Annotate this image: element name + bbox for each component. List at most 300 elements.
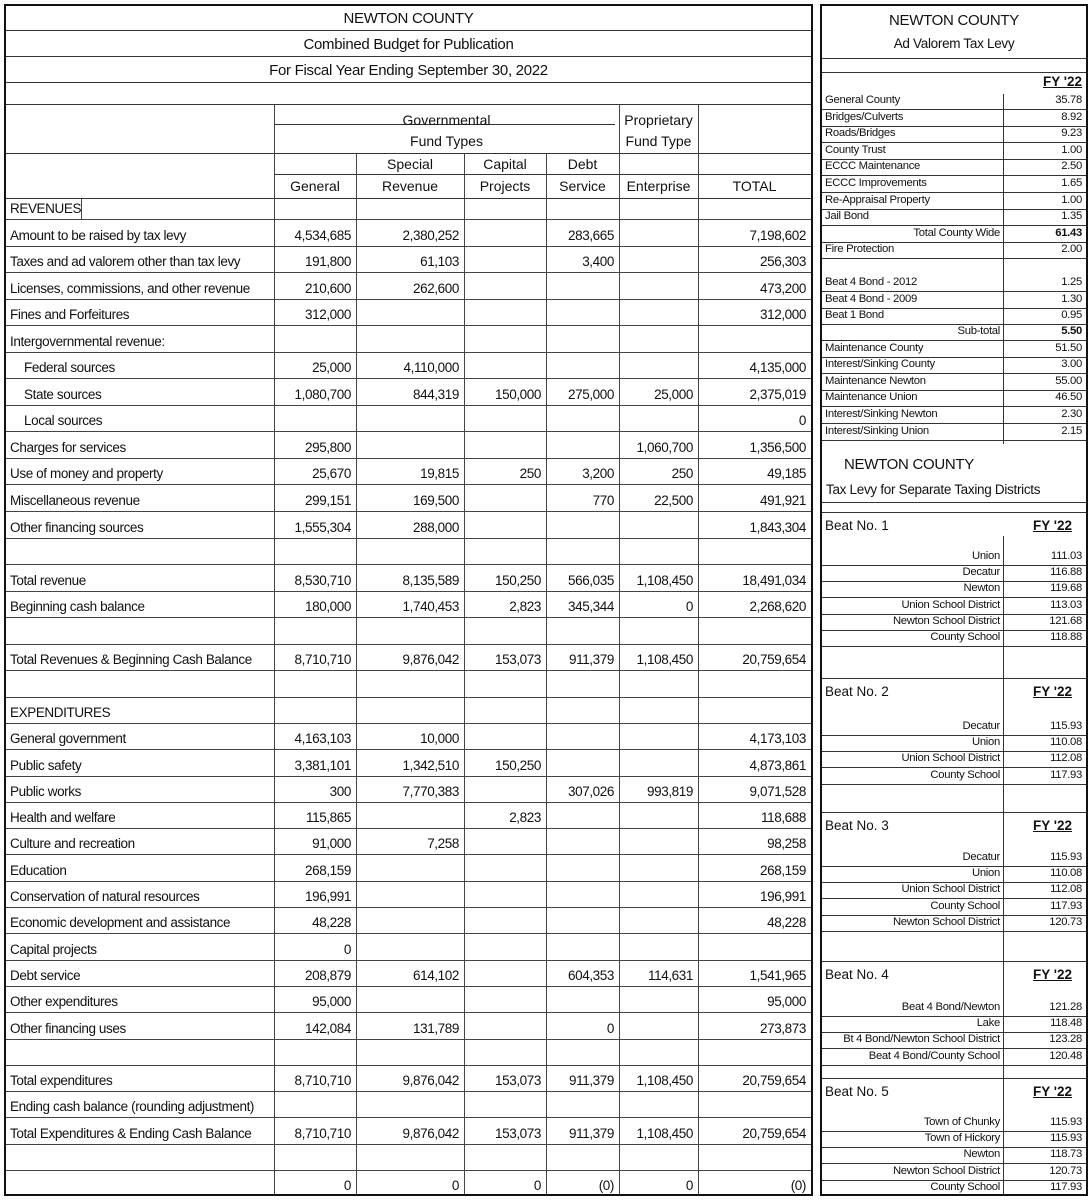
levy-item-label: Fire Protection [825,243,894,256]
cell-debt [546,934,619,959]
row-label: Health and welfare [10,810,116,826]
cell-enterprise [619,300,698,326]
table-row [6,220,811,247]
row-label: Total revenue [10,572,86,588]
cell-general: 48,228 [312,915,351,931]
row-label: Other expenditures [10,994,118,1010]
row-label: Total expenditures [10,1073,113,1089]
cell-debt [546,618,619,644]
beat-header [822,814,1086,836]
header-governmental: Governmental [402,112,491,128]
cell-capital [464,406,546,432]
levy-item-value: 110.08 [1050,867,1082,880]
table-row [6,1092,811,1118]
cell-capital [464,987,546,1012]
district-item [822,916,1086,932]
row-label: Miscellaneous revenue [10,493,140,509]
cell-total: 256,303 [760,254,806,270]
levy-item-value: 8.92 [1061,110,1082,123]
header-fund-type: Fund Type [625,133,692,149]
cell-enterprise [619,512,698,538]
levy-item-label: Decatur [962,720,1000,732]
levy-item-value: 117.93 [1050,768,1082,781]
levy-item [822,391,1086,407]
cell-special [356,803,464,828]
cell-capital [464,934,546,959]
levy-item-label: Newton School District [892,614,1000,627]
row-label [6,1171,274,1196]
cell-total: 49,185 [767,466,806,482]
cell-enterprise [619,326,698,352]
cell-general: 299,151 [305,493,351,509]
cell-capital [464,486,546,512]
table-row [6,300,811,327]
row-label: Conservation of natural resources [10,889,200,905]
cell-total: 48,228 [767,915,806,931]
cell-capital [464,908,546,933]
cell-special [356,856,464,881]
table-row [6,512,811,539]
beat-fy: FY '22 [1033,967,1072,982]
cell-enterprise [619,829,698,854]
levy-item [822,293,1086,309]
levy-item-value: 111.03 [1050,550,1082,562]
levy-item-label: Re-Appraisal Property [825,193,930,206]
cell-capital [464,220,546,246]
cell-special [356,1092,464,1117]
cell-general: 0 [343,1178,351,1194]
header-capital: Capital [483,156,527,172]
cell-total: 4,135,000 [749,360,806,376]
cell-total [698,934,811,959]
levy-item [822,276,1086,292]
cell-enterprise [619,353,698,379]
header-projects: Projects [479,178,531,194]
cell-special: 4,110,000 [403,360,459,376]
cell-total [698,1145,811,1170]
table-row [6,1145,811,1171]
cell-general: 142,084 [305,1020,351,1036]
levy-item-label: Newton [963,1148,1000,1161]
beat-fy: FY '22 [1033,518,1072,533]
levy-item-label: Beat 4 Bond/Newton [901,1001,1000,1013]
cell-general: 8,710,710 [294,1125,351,1141]
levy-item-label: Bridges/Culverts [825,110,904,123]
levy-item [822,144,1086,160]
cell-enterprise [619,618,698,644]
cell-general: 4,534,685 [294,227,351,243]
cell-special: 0 [451,1178,459,1194]
district-item [822,1001,1086,1017]
cell-total: 273,873 [760,1020,806,1036]
cell-general: 208,879 [305,967,351,983]
table-row [6,247,811,274]
district-item [822,1181,1086,1196]
cell-capital [464,777,546,802]
cell-debt [546,539,619,565]
levy-item-value: 121.68 [1049,614,1082,627]
cell-enterprise [619,856,698,881]
row-label: Use of money and property [10,466,163,482]
levy-item-value: 110.08 [1050,736,1082,749]
levy-item [822,425,1086,441]
row-label: Local sources [24,413,103,429]
cell-special [356,1145,464,1170]
cell-debt [546,432,619,458]
cell-capital [464,326,546,352]
cell-enterprise [619,803,698,828]
cell-total: 491,921 [760,493,806,509]
cell-debt [546,987,619,1012]
district-item [822,1148,1086,1164]
cell-capital: 150,000 [495,386,541,402]
beat-name: Beat No. 2 [825,684,889,699]
beat-name: Beat No. 1 [825,518,889,533]
table-row [6,1119,811,1145]
cell-general: 91,000 [312,836,351,852]
row-label: Licenses, commissions, and other revenue [10,280,250,296]
cell-total: 118,688 [761,810,806,826]
beat-header [822,963,1086,985]
table-row [6,326,811,353]
cell-capital [464,539,546,565]
cell-capital [464,618,546,644]
cell-total: 20,759,654 [742,1125,806,1141]
levy-item-label: Interest/Sinking County [825,358,935,371]
levy-item-label: Town of Chunky [923,1116,1000,1128]
levy-item-value: 1.25 [1061,276,1082,289]
cell-general: 8,530,710 [294,572,351,588]
levy-item [822,342,1086,358]
cell-capital [464,856,546,881]
levy-item-label: Beat 4 Bond - 2009 [825,292,917,305]
revenues-section-row [6,198,811,220]
table-row [6,856,811,882]
levy-item-value: 61.43 [1055,226,1082,239]
cell-enterprise: 0 [685,599,693,615]
cell-debt [546,1092,619,1117]
levy-item-label: County School [930,768,1000,781]
district-item [822,1017,1086,1033]
table-row [6,406,811,433]
district-item [822,599,1086,615]
header-special: Special [387,156,433,172]
row-label: Economic development and assistance [10,915,231,931]
levy-item-value: 118.73 [1050,1148,1082,1161]
beat-name: Beat No. 5 [825,1084,889,1099]
levy-item-label: General County [825,94,900,106]
table-row [6,1066,811,1092]
cell-general: 312,000 [305,307,351,323]
levy-item-value: 117.93 [1050,1180,1082,1193]
levy-item-value: 1.00 [1061,193,1082,206]
cell-special: 131,789 [413,1020,459,1036]
cell-debt: 911,379 [569,1125,614,1141]
cell-capital: 150,250 [495,572,541,588]
cell-capital: 153,073 [495,1125,541,1141]
district-item [822,1033,1086,1049]
levy-item-label: Interest/Sinking Newton [825,408,938,420]
cell-special: 19,815 [420,466,459,482]
cell-total: 4,173,103 [749,731,806,747]
district-item [822,769,1086,785]
levy-item-label: Union School District [901,598,1000,611]
levy-item-label: Jail Bond [825,210,869,223]
levy-item-label: Total County Wide [913,226,1000,239]
cell-capital [464,1040,546,1065]
cell-special: 844,319 [413,386,459,402]
row-label: Other financing uses [10,1020,126,1036]
cell-total: 312,000 [760,307,806,323]
table-row [6,486,811,513]
row-label: Federal sources [24,360,115,376]
cell-general [274,539,356,565]
row-label: Amount to be raised by tax levy [10,227,186,243]
cell-total: 2,375,019 [749,386,806,402]
district-item [822,900,1086,916]
cell-enterprise: 250 [671,466,693,482]
row-label: Education [10,862,67,878]
district-item [822,867,1086,883]
cell-general: 115,865 [306,810,351,826]
table-row [6,273,811,300]
cell-total: 20,759,654 [742,652,806,668]
levy-item-label: Bt 4 Bond/Newton School District [843,1033,1000,1046]
districts-title: NEWTON COUNTY [844,456,974,473]
cell-enterprise [619,750,698,775]
table-row [6,987,811,1013]
cell-enterprise [619,539,698,565]
levy-item-label: ECCC Improvements [825,177,927,189]
cell-general: 1,080,700 [294,386,351,402]
district-item [822,615,1086,631]
cell-special: 8,135,589 [402,572,459,588]
cell-special: 7,258 [427,836,459,852]
row-label: Public safety [10,757,82,773]
cell-total: 2,268,620 [749,599,806,615]
table-row [6,671,811,698]
row-label: Total Revenues & Beginning Cash Balance [10,652,252,668]
cell-debt [546,856,619,881]
levy-item-value: 1.30 [1061,292,1082,305]
levy-item-label: Beat 1 Bond [825,309,884,321]
levy-item-value: 115.93 [1050,851,1082,863]
levy-item-value: 115.93 [1050,720,1082,732]
cell-special: 9,876,042 [402,1125,459,1141]
levy-item-label: Sub-total [957,325,1000,338]
revenues-label: REVENUES [6,198,82,219]
cell-enterprise [619,671,698,697]
cell-total: 20,759,654 [742,1073,806,1089]
cell-debt: 911,379 [569,1073,614,1089]
levy-item-value: 120.48 [1049,1049,1082,1062]
levy-item-label: Maintenance County [825,341,924,354]
row-label: Other financing sources [10,519,144,535]
table-row [6,592,811,619]
levy-item-value: 2.00 [1061,243,1082,256]
table-row [6,432,811,459]
cell-special [356,934,464,959]
cell-enterprise: 1,108,450 [636,1125,693,1141]
row-label: Total Expenditures & Ending Cash Balance [10,1125,252,1141]
header-enterprise: Enterprise [626,178,691,194]
cell-general: 8,710,710 [294,652,351,668]
cell-general [274,406,356,432]
row-label [6,539,274,565]
cell-total: 196,991 [760,889,806,905]
cell-capital [464,882,546,907]
cell-enterprise [619,908,698,933]
cell-capital [464,724,546,749]
cell-debt [546,750,619,775]
expenditures-label: EXPENDITURES [10,705,111,720]
cell-total: 98,258 [767,836,806,852]
cell-general: 295,800 [305,439,351,455]
cell-debt [546,326,619,352]
cell-general: 268,159 [305,862,351,878]
cell-debt [546,406,619,432]
cell-enterprise: 114,631 [648,967,693,983]
cell-debt [546,724,619,749]
levy-item-label: Roads/Bridges [825,127,896,140]
levy-item-value: 2.30 [1061,408,1082,420]
header-proprietary: Proprietary [624,112,693,128]
levy-item-label: Beat 4 Bond/County School [868,1049,1000,1062]
row-label: Beginning cash balance [10,599,145,615]
cell-debt: 283,665 [568,227,614,243]
cell-total: 4,873,861 [749,757,806,773]
fire-protection [822,243,1086,259]
levy-item [822,358,1086,374]
beat-name: Beat No. 3 [825,818,889,833]
table-row [6,1013,811,1039]
levy-item-value: 9.23 [1061,127,1082,140]
cell-general: 3,381,101 [294,757,351,773]
levy-item-value: 55.00 [1055,374,1082,387]
cell-general: 300 [329,783,351,799]
cell-total: 9,071,528 [749,783,806,799]
levy-item-label: Decatur [962,566,1000,579]
cell-capital: 2,823 [509,599,541,615]
levy-item-label: Beat 4 Bond - 2012 [825,276,917,289]
cell-debt [546,908,619,933]
levy-item-value: 2.50 [1061,160,1082,173]
cell-debt: 0 [606,1020,614,1036]
beat-header [822,514,1086,536]
cell-general [274,326,356,352]
row-label: Capital projects [10,941,97,957]
cell-special: 9,876,042 [402,652,459,668]
cell-debt [546,353,619,379]
cell-total [698,326,811,352]
cell-special: 262,600 [413,280,459,296]
header-debt: Debt [567,156,598,172]
cell-enterprise [619,247,698,273]
row-label: Taxes and ad valorem other than tax levy [10,254,241,270]
table-row [6,829,811,855]
districts-subtitle: Tax Levy for Separate Taxing Districts [826,482,1041,497]
table-row [6,1040,811,1066]
district-item [822,720,1086,736]
cell-special [356,908,464,933]
cell-enterprise: 1,060,700 [636,439,693,455]
cell-general: 25,000 [312,360,351,376]
table-row [6,459,811,486]
cell-special [356,406,464,432]
header-fund-types: Fund Types [410,133,483,149]
beat-header [822,680,1086,702]
levy-item-label: Union School District [901,883,1000,896]
cell-capital [464,512,546,538]
cell-general: 8,710,710 [294,1073,351,1089]
levy-item-label: Decatur [962,851,1000,863]
district-item [822,1050,1086,1066]
levy-item-label: Newton School District [892,915,1000,928]
cell-capital: 2,823 [509,810,541,826]
cell-general [274,1145,356,1170]
levy-item-value: 115.93 [1050,1116,1082,1128]
cell-debt: 911,379 [569,652,614,668]
cell-enterprise: 993,819 [647,783,693,799]
cell-capital [464,353,546,379]
cell-debt [546,671,619,697]
table-row [6,1171,811,1196]
levy-item-value: 117.93 [1050,899,1082,912]
cell-total: 18,491,034 [742,572,806,588]
levy-item-label: Union School District [901,752,1000,765]
district-item [822,1132,1086,1148]
cell-capital: 0 [533,1178,541,1194]
row-label [6,618,274,644]
cell-debt [546,882,619,907]
levy-item-value: 121.28 [1049,1001,1082,1013]
cell-special: 9,876,042 [402,1073,459,1089]
cell-general: 95,000 [312,994,351,1010]
cell-capital [464,247,546,273]
cell-enterprise [619,406,698,432]
cell-debt: 604,353 [568,967,614,983]
cell-capital [464,961,546,986]
levy-item-value: 113.03 [1050,598,1082,611]
table-row [6,934,811,960]
levy-item [822,194,1086,210]
row-label [6,1145,274,1170]
levy-item-value: 3.00 [1061,358,1082,371]
cell-debt: 307,026 [568,783,614,799]
cell-special: 288,000 [413,519,459,535]
district-item [822,582,1086,598]
cell-debt [546,273,619,299]
levy-item-label: Maintenance Newton [825,374,926,387]
cell-general: 196,991 [305,889,351,905]
expenditures-section-row [6,698,811,724]
cell-capital: 153,073 [495,1073,541,1089]
cell-general: 1,555,304 [294,519,351,535]
table-row [6,803,811,829]
levy-title: NEWTON COUNTY [889,12,1019,29]
table-row [6,539,811,566]
levy-item-value: 35.78 [1055,94,1082,106]
levy-item [822,160,1086,176]
cell-total: 1,541,965 [749,967,806,983]
budget-fiscal-year: For Fiscal Year Ending September 30, 2022 [269,62,548,79]
levy-item-value: 0.95 [1061,309,1082,321]
cell-enterprise [619,273,698,299]
cell-capital [464,432,546,458]
levy-item [822,408,1086,424]
levy-item-label: ECCC Maintenance [825,160,921,173]
cell-general [274,671,356,697]
